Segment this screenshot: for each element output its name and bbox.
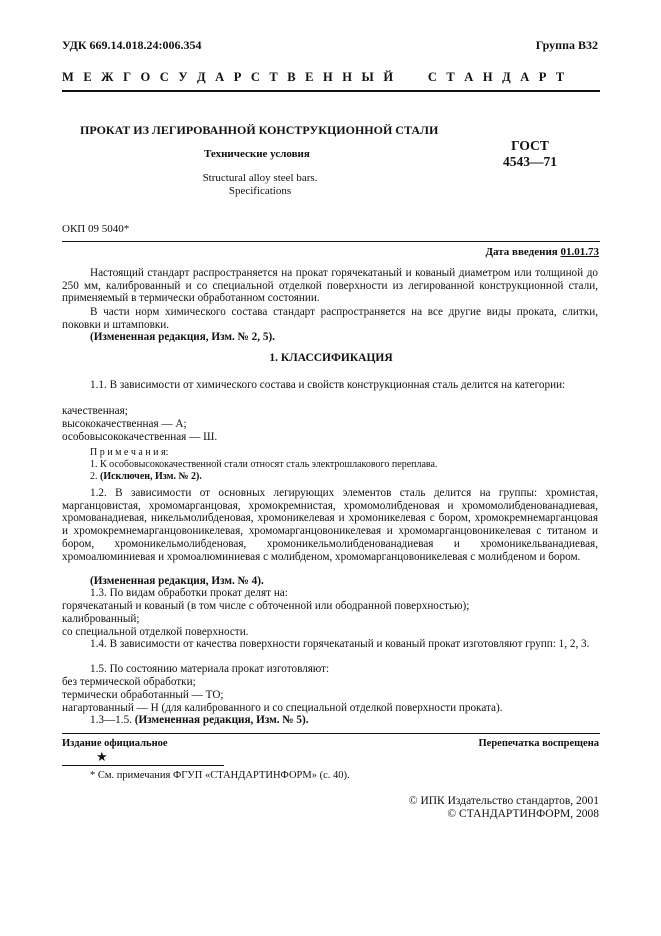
clause-1-2-edition-note: (Измененная редакция, Изм. № 4). xyxy=(90,575,264,587)
official-edition-label: Издание официальное xyxy=(62,738,168,749)
note-2 xyxy=(62,471,598,484)
reprint-prohibited-label: Перепечатка воспрещена xyxy=(478,738,599,749)
clause-1-5-cold-worked: нагартованный — Н (для калиброванного и со специальной отделкой поверхности проката). xyxy=(62,702,503,714)
document-title: ПРОКАТ ИЗ ЛЕГИРОВАННОЙ КОНСТРУКЦИОННОЙ СТАЛИ xyxy=(80,123,439,137)
clause-1-4: 1.4. В зависимости от качества поверхности горячекатаный и кованый прокат изготовляют групп: 1, 2, 3. xyxy=(90,638,590,650)
english-title-line2: Specifications xyxy=(228,185,292,197)
group-code: Группа В32 xyxy=(535,38,598,52)
english-title xyxy=(160,172,360,198)
interstate-standard-banner: М Е Ж Г О С У Д А Р С Т В Е Н Н Ы Й С Т А Н Д А Р Т xyxy=(62,70,568,84)
clause-1-3-calibrated: калиброванный; xyxy=(62,613,140,625)
section-1-heading: 1. КЛАССИФИКАЦИЯ xyxy=(269,352,393,364)
category-quality: качественная; xyxy=(62,405,128,417)
copyright-block xyxy=(409,795,599,821)
okp-code: ОКП 09 5040* xyxy=(62,223,130,235)
star-mark: ★ xyxy=(96,749,108,764)
copyright-ipk: © ИПК Издательство стандартов, 2001 xyxy=(408,795,599,807)
clause-1-3-hot-rolled: горячекатаный и кованый (в том числе с обточенной или ободранной поверхностью); xyxy=(62,600,470,612)
clause-1-5-no-heat-treatment: без термической обработки; xyxy=(62,676,196,688)
intro-paragraph-2: В части норм химического состава стандарт распространяется на все другие виды проката, слитки, поковки и штамповки. xyxy=(62,306,598,331)
title-rule xyxy=(62,241,600,242)
gost-number: 4543—71 xyxy=(503,154,557,169)
clause-1-5-heat-treated: термически обработанный — ТО; xyxy=(62,689,224,701)
note-2-number: 2. xyxy=(90,471,98,482)
introduction-date-value: 01.01.73 xyxy=(560,246,599,258)
footnote: * См. примечания ФГУП «СТАНДАРТИНФОРМ» (с. 40). xyxy=(90,770,350,781)
clause-1-3-special-finish: со специальной отделкой поверхности. xyxy=(62,626,249,638)
clause-1-2: 1.2. В зависимости от основных легирующих элементов сталь делится на группы: хромистая, марганцовистая, хромомарганцовая, хромокремнистая, хромомолибденовая и хромомолибденованадиевая, хромованадиевая, никельмолибденовая, хромоникелевая и хромоникелевая с бором, хромокремнемарганцовая и хромокремнемарганцовоникелевая, хромомарганцовоникелевая и хромомарганцовоникелевая с титаном и бором, хромоникельмолибденовая, хромоникельмолибденованадиевая и хромоникельванадиевая, хромоалюминиевая и хромоалюминиевая с молибденом, хромомарганцовоникелевая с молибденом и бором. xyxy=(62,487,598,563)
footer-rule xyxy=(62,733,600,734)
clause-range-number: 1.3—1.5. xyxy=(90,714,132,726)
clause-1-5: 1.5. По состоянию материала прокат изготовляют: xyxy=(90,663,330,675)
document-subtitle: Технические условия xyxy=(204,148,310,160)
english-title-line1: Structural alloy steel bars. xyxy=(202,172,318,184)
gost-designation xyxy=(490,138,570,170)
intro-edition-note: (Измененная редакция, Изм. № 2, 5). xyxy=(90,331,275,343)
gost-label: ГОСТ xyxy=(511,138,549,153)
clause-1-1: 1.1. В зависимости от химического состава и свойств конструкционная сталь делится на категории: xyxy=(90,379,566,391)
footnote-rule xyxy=(62,765,224,766)
clause-1-3: 1.3. По видам обработки прокат делят на: xyxy=(90,587,288,599)
category-high-quality: высококачественная — А; xyxy=(62,418,187,430)
category-extra-high-quality: особовысококачественная — Ш. xyxy=(62,431,218,443)
note-2-text: (Исключен, Изм. № 2). xyxy=(100,471,202,482)
clause-range-edition-note: (Измененная редакция, Изм. № 5). xyxy=(134,714,309,726)
introduction-date-label: Дата введения xyxy=(485,246,558,258)
intro-paragraph-1: Настоящий стандарт распространяется на прокат горячекатаный и кованый диаметром или толщиной до 250 мм, калиброванный и со специальной отделкой поверхности из легированной конструкционной стали, применяемый в термически обработанном состоянии. xyxy=(62,267,598,305)
udk-code: УДК 669.14.018.24:006.354 xyxy=(62,38,202,52)
copyright-standartinform: © СТАНДАРТИНФОРМ, 2008 xyxy=(447,808,599,820)
clause-1-3-1-5-note xyxy=(62,714,598,727)
introduction-date xyxy=(485,246,599,258)
note-1: 1. К особовысококачественной стали относят сталь электрошлакового переплава. xyxy=(90,459,438,470)
header-rule xyxy=(62,90,600,92)
notes-label: П р и м е ч а н и я: xyxy=(90,447,169,458)
